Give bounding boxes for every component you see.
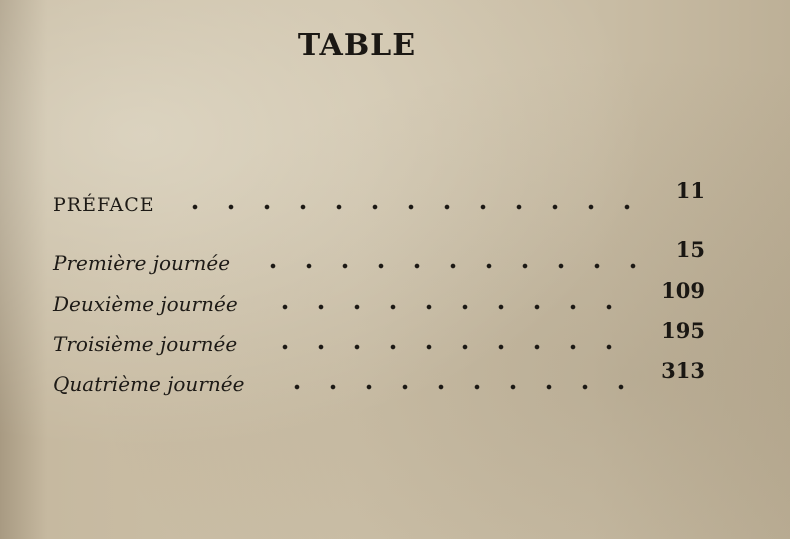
toc-entry-label: PRÉFACE xyxy=(53,194,155,216)
toc-entry-page-number: 195 xyxy=(661,318,705,343)
toc-entry-troisieme-journee xyxy=(53,318,713,356)
dot-leader xyxy=(177,204,639,210)
toc-entry-deuxieme-journee xyxy=(53,278,713,316)
toc-entry-quatrieme-journee xyxy=(53,358,713,396)
toc-entry-page-number: 11 xyxy=(675,178,705,203)
toc-entry-label: Deuxième journée xyxy=(53,292,238,316)
toc-entry-page-number: 15 xyxy=(675,237,705,262)
dot-leader xyxy=(255,263,639,269)
dot-leader xyxy=(267,304,639,310)
toc-entry-label: Quatrième journée xyxy=(53,372,245,396)
page-title: TABLE xyxy=(297,28,417,63)
dot-leader xyxy=(279,384,639,390)
dot-leader xyxy=(267,344,639,350)
toc-entry-label: Troisième journée xyxy=(53,332,238,356)
toc-entry-premiere-journee xyxy=(53,237,713,275)
toc-entry-page-number: 313 xyxy=(661,358,705,383)
toc-entry-preface xyxy=(53,178,713,216)
toc-entry-page-number: 109 xyxy=(661,278,705,303)
toc-entry-label: Première journée xyxy=(53,251,231,275)
